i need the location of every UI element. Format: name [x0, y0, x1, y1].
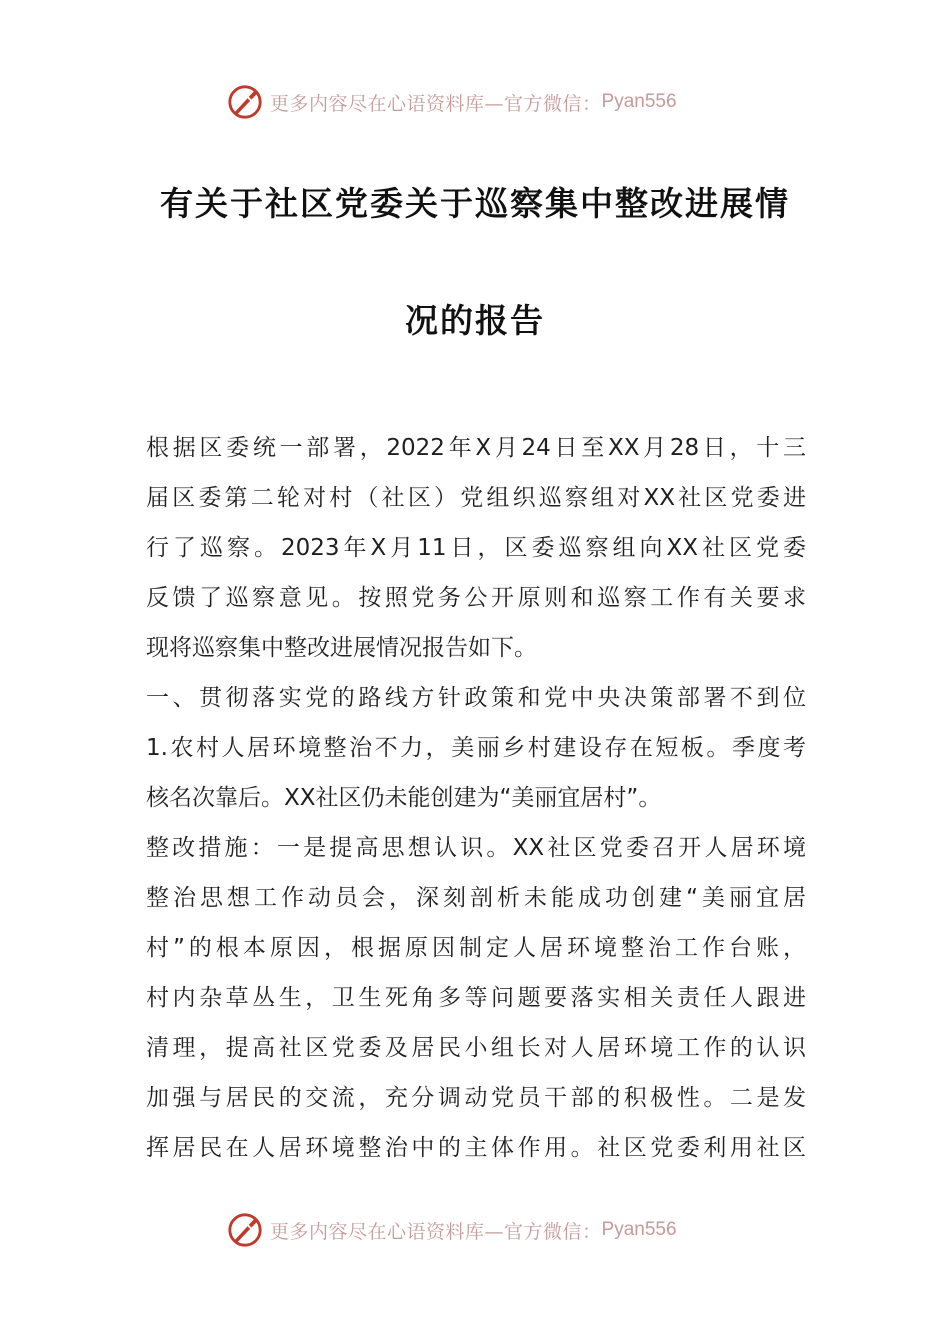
document-title-line-1: 有关于社区党委关于巡察集中整改进展情 [160, 184, 790, 223]
body-line: 反馈了巡察意见。按照党务公开原则和巡察工作有关要求 [146, 585, 806, 611]
body-line: 清理，提高社区党委及居民小组长对人居环境工作的认识 [146, 1035, 806, 1061]
quill-pen-logo-icon [226, 83, 264, 121]
section-heading: 一、贯彻落实党的路线方针政策和党中央决策部署不到位 [146, 685, 806, 711]
body-line: 核名次靠后。XX社区仍未能创建为“美丽宜居村”。 [146, 785, 662, 811]
body-line: 根据区委统一部署，2022年X月24日至XX月28日，十三 [146, 435, 806, 461]
body-line: 现将巡察集中整改进展情况报告如下。 [146, 635, 537, 661]
body-line: 行了巡察。2023年X月11日，区委巡察组向XX社区党委 [146, 535, 806, 561]
watermark-header [226, 82, 746, 122]
watermark-footer [226, 1210, 746, 1250]
watermark-text: 更多内容尽在心语资料库—官方微信： [270, 92, 602, 115]
body-line: 1.农村人居环境整治不力，美丽乡村建设存在短板。季度考 [146, 735, 806, 761]
document-body [146, 428, 806, 1178]
watermark-wechat-id: Pyan556 [601, 1219, 677, 1240]
body-line: 加强与居民的交流，充分调动党员干部的积极性。二是发 [146, 1085, 806, 1111]
document-title-line-2: 况的报告 [405, 301, 545, 340]
watermark-wechat-id: Pyan556 [601, 91, 677, 112]
body-line: 挥居民在人居环境整治中的主体作用。社区党委利用社区 [146, 1135, 806, 1161]
body-line: 整改措施：一是提高思想认识。XX社区党委召开人居环境 [146, 835, 806, 861]
quill-pen-logo-icon [226, 1211, 264, 1249]
watermark-text: 更多内容尽在心语资料库—官方微信： [270, 1220, 602, 1243]
body-line: 村”的根本原因，根据原因制定人居环境整治工作台账， [146, 935, 806, 961]
body-line: 届区委第二轮对村（社区）党组织巡察组对XX社区党委进 [146, 485, 806, 511]
body-line: 整治思想工作动员会，深刻剖析未能成功创建“美丽宜居 [146, 885, 806, 911]
body-line: 村内杂草丛生，卫生死角多等问题要落实相关责任人跟进 [146, 985, 806, 1011]
